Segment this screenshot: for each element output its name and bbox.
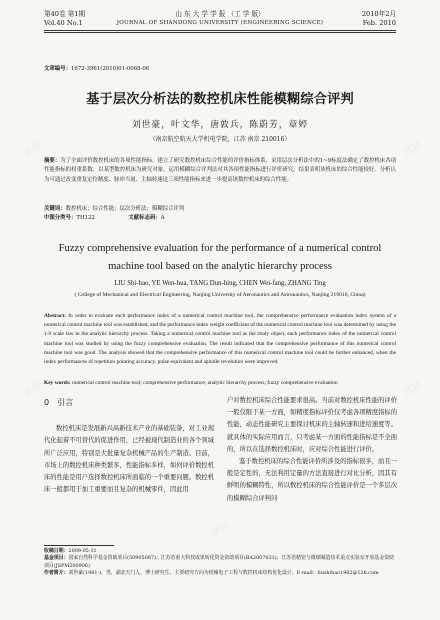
watermark: 试读 bbox=[21, 139, 45, 159]
article-number-label: 文章编号： bbox=[44, 66, 71, 72]
affiliation-cn: （南京航空航天大学机电学院，江苏 南京 210016） bbox=[149, 136, 291, 143]
keywords-cn-text: 数控机床；综合性能；层次分析法；模糊综合评判 bbox=[65, 206, 185, 212]
body-paragraph: 鉴于数控机床的综合性能评价所涉及的指标很多，而且一般是定性的，无法利用定量的方法直接进行对比分析，因其有鲜明的模糊特性，所以数控机床的综合性能评价是一个多层次的模糊综合评判问 bbox=[227, 458, 398, 502]
received-label: 收稿日期： bbox=[44, 548, 69, 554]
footnote-author bbox=[44, 570, 396, 577]
header-rule bbox=[44, 30, 396, 31]
issue-date bbox=[362, 10, 396, 28]
keywords-en-text: numerical control machine tool; comprehensive performance; analytic hierarchy process; fuzzy comprehensive evaluation bbox=[72, 380, 338, 386]
watermark: 试读 bbox=[401, 379, 425, 399]
keywords-cn bbox=[44, 205, 396, 214]
article-number bbox=[44, 64, 149, 72]
author-bio-label: 作者简介： bbox=[44, 570, 69, 577]
section-number: 0 bbox=[44, 398, 50, 407]
watermark: 试读 bbox=[21, 379, 45, 399]
received-date: 2009-05-31 bbox=[68, 548, 97, 554]
classification bbox=[44, 214, 396, 223]
doc-code-label: 文献标志码： bbox=[128, 215, 161, 221]
journal-name-cn: 山 东 大 学 学 报 （工 学 版） bbox=[175, 10, 265, 18]
title-en: Fuzzy comprehensive evaluation for the performance of a numerical control machine tool based on the analytic hierarchy process bbox=[58, 243, 382, 272]
abstract-en bbox=[44, 312, 396, 367]
keywords-en bbox=[44, 379, 396, 388]
footnote-rule bbox=[44, 545, 114, 546]
title-cn: 基于层次分析法的数控机床性能模糊综合评判 bbox=[86, 92, 354, 107]
keywords-cn-label: 关键词： bbox=[44, 206, 66, 212]
watermark: 试读 bbox=[401, 139, 425, 159]
clc-label: 中图分类号： bbox=[44, 215, 77, 221]
footnotes bbox=[44, 548, 396, 578]
article-number-value: 1672-3961(2010)01-0068-06 bbox=[70, 66, 150, 72]
authors-cn: 刘世豪，叶文华，唐敦兵，陈蔚芳，章婷 bbox=[131, 120, 309, 130]
body-paragraph: 户对数控机床综合性能要求很高。当前对数控机床性能的评价一般仅限于某一方面，如精度指标评价仅考虑各项精度指标的性能，动态性能研究主要探讨机床的主轴转速和进给速度等。就具体的实际应用而言，只考虑某一方面的性能指标是不全面的，所以在选择数控机床时，应对综合性能进行评价。 bbox=[227, 397, 398, 453]
abstract-en-text: In order to evaluate each performance index of a numerical control machine tool, the comprehensive performance evaluation index system of a numerical control machine tool was established, and the performance index weight coefficient of the numerical control machine tool was determined by using the 1-9 scale law in the analytic hierarchy process. Taking a numerical control machine tool as the study object, each performance index of the numerical control machine tool was studied by using the fuzzy comprehensive evaluation. The result indicated that the comprehensive performance of this numerical control machine tool was good. The analysis showed that the comprehensive performance of this numerical control machine tool could be further enhanced, when the index performances of repetition pointing accuracy, pulse equivalent and spindle revolution were improved. bbox=[44, 313, 397, 366]
volume-cn: 第40卷 第1期 bbox=[44, 10, 86, 18]
section-title: 引言 bbox=[57, 398, 74, 407]
keywords-en-label: Key words: bbox=[44, 380, 71, 386]
body-column-left bbox=[44, 395, 214, 496]
section-heading bbox=[44, 397, 214, 409]
fund-text: 国家自然科学基金资助项目(50905087)；江苏省重大科技成果转化资金资助项目(BA2007031)；江苏省精密与微细制造技术重点实验室开放基金资助项目(JSPM200906) bbox=[44, 555, 394, 569]
footnote-fund bbox=[44, 555, 396, 570]
watermark: 试读 bbox=[209, 519, 233, 539]
abstract-cn-text: 为了全面评价数控机床的各项性能指标，建立了研究数控机床综合性能的评价指标体系，采用层次分析法中的1~9标度法确定了数控机床各项性能指标的权重系数。以某型数控机床为研究对象，运用模糊综合评判法对其各项性能指标进行评价研究，结果表明该机床的综合性能较好。分析认为可通过改变重复定位精度、脉冲当量、主轴转速这三项性能指标来进一步提高该数控机床的综合性能。 bbox=[44, 158, 396, 183]
journal-name bbox=[44, 10, 396, 28]
date-en: Feb. 2010 bbox=[362, 19, 396, 27]
body-paragraph: 数控机床是发展新兴高新技术产业的基础装备，对工业现代化起着不可替代的促进作用，已经被现代制造业的各个领域所广泛应用，特别是大批量复杂机械产品的生产制造。目前，市场上的数控机床种类繁多，性能指标多样，如何评价数控机床的性能是用户选择数控机床所面临的一个重要问题。数控机床一般都用于加工重要而且复杂的机械零件，因此用 bbox=[44, 425, 215, 494]
abstract-en-label: Abstract: bbox=[44, 313, 67, 319]
clc-value: TH122 bbox=[76, 215, 95, 221]
header-rule-thin bbox=[44, 32, 396, 33]
date-cn: 2010年2月 bbox=[361, 10, 396, 18]
doc-code-value: A bbox=[160, 215, 165, 221]
abstract-cn bbox=[44, 157, 396, 185]
affiliation-en: ( College of Mechanical and Electrical Engineering, Nanjing University of Aeronautics and Astronautics, Nanjing 210016, China) bbox=[74, 292, 366, 298]
body-column-right bbox=[227, 395, 397, 505]
journal-name-en: JOURNAL OF SHANDONG UNIVERSITY (ENGINEERING SCIENCE) bbox=[116, 20, 324, 26]
volume-en: Vol.40 No.1 bbox=[44, 19, 83, 27]
abstract-cn-label: 摘要： bbox=[44, 158, 61, 164]
fund-label: 基金项目： bbox=[44, 555, 69, 562]
author-bio-text: 刘世豪(1981-)，男，湖北天门人，博士研究生，主要研究方向为机械电子工程与数控机床结构优化设计。E-mail：liushihao1982@126.com bbox=[68, 570, 379, 577]
authors-en: LIU Shi-hao, YE Wen-hua, TANG Dun-bing, CHEN Wei-fang, ZHANG Ting bbox=[114, 280, 326, 287]
